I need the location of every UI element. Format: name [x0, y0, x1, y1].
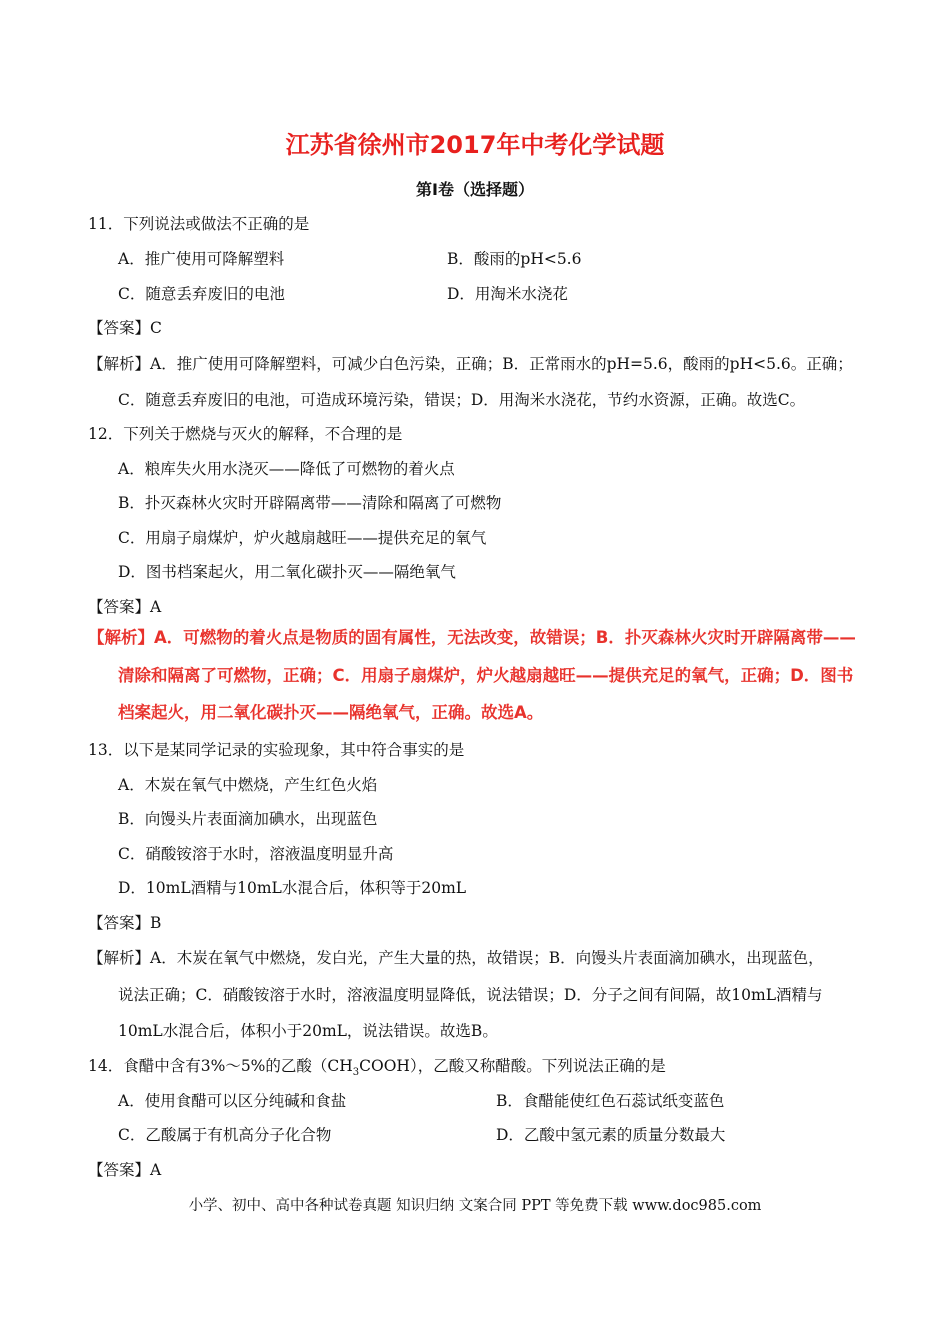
q12-option-b: B．扑灭森林火灾时开辟隔离带——清除和隔离了可燃物 [118, 494, 502, 512]
q11-option-d: D．用淘米水浇花 [447, 285, 568, 303]
q14-option-c: C．乙酸属于有机高分子化合物 [118, 1126, 332, 1144]
q14-option-a: A．使用食醋可以区分纯碱和食盐 [118, 1092, 347, 1110]
q13-analysis-line2: 说法正确；C．硝酸铵溶于水时，溶液温度明显降低，说法错误；D．分子之间有间隔，故10mL酒精与 [118, 986, 823, 1004]
q14-option-d: D．乙酸中氢元素的质量分数最大 [496, 1126, 726, 1144]
q14-stem [88, 1056, 666, 1083]
q12-option-c: C．用扇子扇煤炉，炉火越扇越旺——提供充足的氧气 [118, 529, 487, 547]
q14-option-b: B．食醋能使红色石蕊试纸变蓝色 [496, 1092, 725, 1110]
q13-analysis-line3: 10mL水混合后，体积小于20mL，说法错误。故选B。 [118, 1022, 498, 1040]
q11-option-b: B．酸雨的pH<5.6 [447, 250, 582, 268]
q14-answer: 【答案】A [88, 1161, 162, 1179]
q11-answer: 【答案】C [88, 319, 162, 337]
section-title: 第Ⅰ卷（选择题） [416, 180, 534, 199]
q12-analysis-line1: 【解析】A．可燃物的着火点是物质的固有属性，无法改变，故错误；B．扑灭森林火灾时开辟隔离带—— [88, 628, 856, 647]
q12-option-a: A．粮库失火用水浇灭——降低了可燃物的着火点 [118, 460, 455, 478]
page-footer: 小学、初中、高中各种试卷真题 知识归纳 文案合同 PPT 等免费下载 www.doc985.com [188, 1198, 762, 1214]
q13-analysis-line1: 【解析】A．木炭在氧气中燃烧，发白光，产生大量的热，故错误；B．向馒头片表面滴加碘水，出现蓝色， [88, 949, 824, 967]
q13-option-d: D．10mL酒精与10mL水混合后，体积等于20mL [118, 879, 467, 897]
q12-analysis-line2: 清除和隔离了可燃物，正确；C．用扇子扇煤炉，炉火越扇越旺——提供充足的氧气，正确；D．图书 [118, 666, 854, 685]
q13-option-c: C．硝酸铵溶于水时，溶液温度明显升高 [118, 845, 394, 863]
q12-stem: 12．下列关于燃烧与灭火的解释，不合理的是 [88, 425, 403, 443]
q12-answer: 【答案】A [88, 598, 162, 616]
q12-analysis-line3: 档案起火，用二氧化碳扑灭——隔绝氧气，正确。故选A。 [118, 703, 544, 722]
q13-option-b: B．向馒头片表面滴加碘水，出现蓝色 [118, 810, 378, 828]
page-title: 江苏省徐州市2017年中考化学试题 [285, 131, 665, 159]
q13-answer: 【答案】B [88, 914, 162, 932]
q12-option-d: D．图书档案起火，用二氧化碳扑灭——隔绝氧气 [118, 563, 456, 581]
q11-analysis-line1: 【解析】A．推广使用可降解塑料，可减少白色污染，正确；B．正常雨水的pH=5.6，酸雨的pH<5.6。正确； [88, 355, 853, 373]
q14-stem-part1: 14．食醋中含有3%～5%的乙酸（CH [88, 1057, 353, 1075]
q14-stem-subscript: 3 [352, 1067, 360, 1079]
q11-option-a: A．推广使用可降解塑料 [118, 250, 285, 268]
q11-analysis-line2: C．随意丢弃废旧的电池，可造成环境污染，错误；D．用淘米水浇花，节约水资源，正确。故选C。 [118, 391, 806, 409]
q14-stem-part2: COOH），乙酸又称醋酸。下列说法正确的是 [359, 1057, 666, 1075]
q13-option-a: A．木炭在氧气中燃烧，产生红色火焰 [118, 776, 378, 794]
q11-option-c: C．随意丢弃废旧的电池 [118, 285, 285, 303]
q13-stem: 13．以下是某同学记录的实验现象，其中符合事实的是 [88, 741, 465, 759]
q11-stem: 11．下列说法或做法不正确的是 [88, 215, 310, 233]
